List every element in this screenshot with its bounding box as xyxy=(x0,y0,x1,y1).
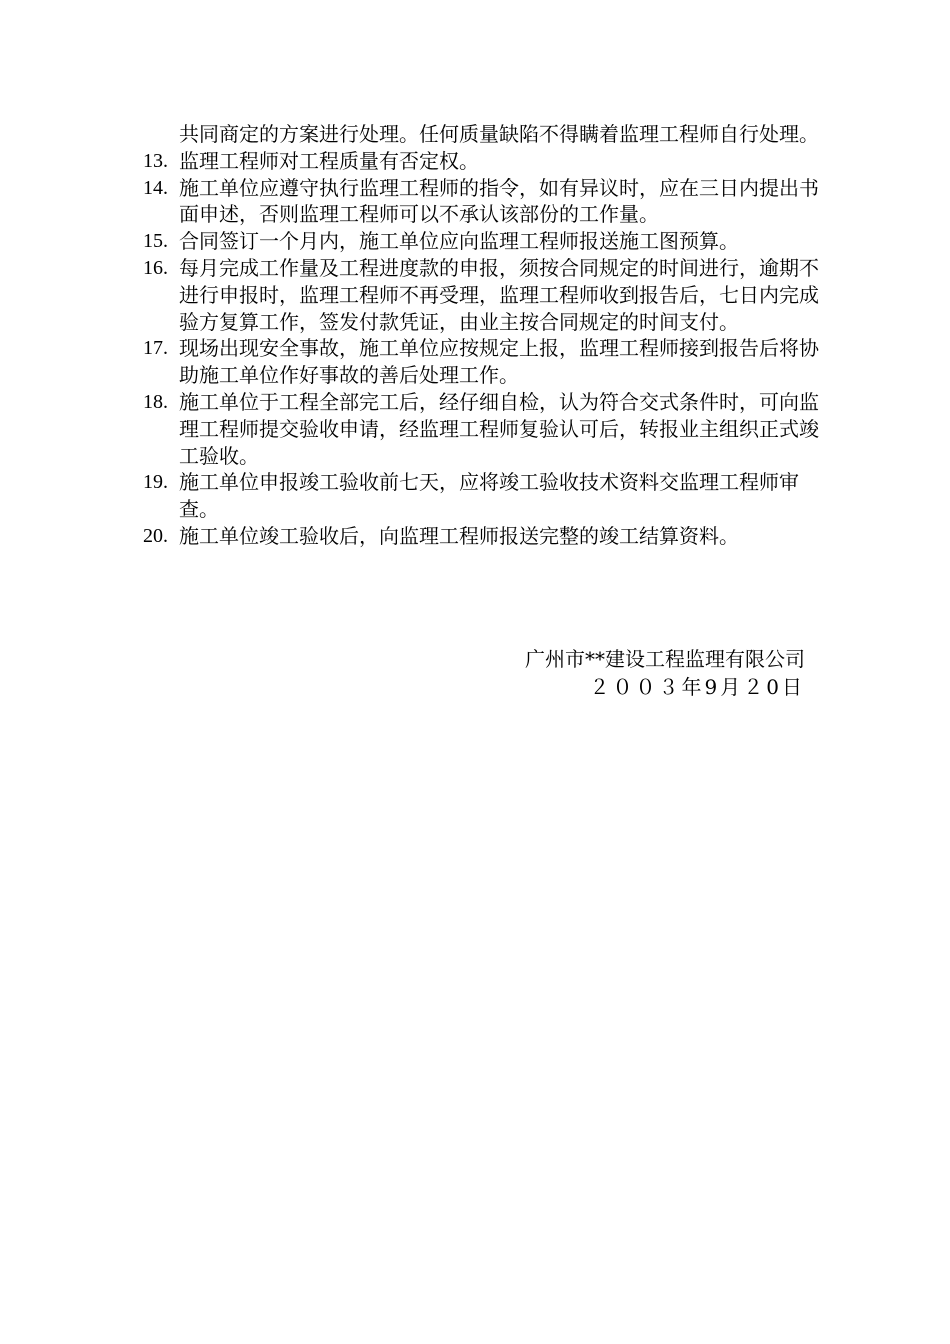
item-text: 施工单位竣工验收后，向监理工程师报送完整的竣工结算资料。 xyxy=(179,523,739,548)
item-text: 施工单位申报竣工验收前七天，应将竣工验收技术资料交监理工程师审查。 xyxy=(179,470,799,522)
list-item xyxy=(143,148,823,175)
list-item xyxy=(143,335,823,389)
item-text: 每月完成工作量及工程进度款的申报，须按合同规定的时间进行，逾期不进行申报时，监理工程师不再受理，监理工程师收到报告后，七日内完成验方复算工作，签发付款凭证，由业主按合同规定的时间支付。 xyxy=(179,255,819,334)
item-number: 19. xyxy=(143,471,168,494)
list-item xyxy=(143,228,823,255)
item-number: 18. xyxy=(143,390,168,413)
signature-block xyxy=(525,645,805,701)
item-text: 施工单位应遵守执行监理工程师的指令，如有异议时，应在三日内提出书面申述，否则监理工程师可以不承认该部份的工作量。 xyxy=(179,175,819,227)
item-number: 20. xyxy=(143,524,168,547)
item-number: 13. xyxy=(143,149,168,172)
item-number: 15. xyxy=(143,230,168,253)
list-item xyxy=(143,175,823,229)
paragraph-text: 共同商定的方案进行处理。任何质量缺陷不得瞒着监理工程师自行处理。 xyxy=(179,122,819,146)
signature-date: ２００３年9月２0日 xyxy=(589,675,805,699)
company-name: 广州市**建设工程监理有限公司 xyxy=(525,647,805,671)
item-text: 施工单位于工程全部完工后，经仔细自检，认为符合交式条件时，可向监理工程师提交验收申请，经监理工程师复验认可后，转报业主组织正式竣工验收。 xyxy=(179,389,819,468)
document-body xyxy=(143,121,823,550)
item-number: 14. xyxy=(143,176,168,199)
continuation-paragraph xyxy=(143,121,823,148)
item-text: 合同签订一个月内，施工单位应向监理工程师报送施工图预算。 xyxy=(179,229,739,254)
list-item xyxy=(143,523,823,550)
list-item xyxy=(143,255,823,335)
list-item xyxy=(143,469,823,523)
item-text: 监理工程师对工程质量有否定权。 xyxy=(179,148,479,173)
item-number: 17. xyxy=(143,337,168,360)
list-item xyxy=(143,389,823,469)
item-number: 16. xyxy=(143,256,168,279)
item-text: 现场出现安全事故，施工单位应按规定上报，监理工程师接到报告后将协助施工单位作好事故的善后处理工作。 xyxy=(179,336,819,388)
